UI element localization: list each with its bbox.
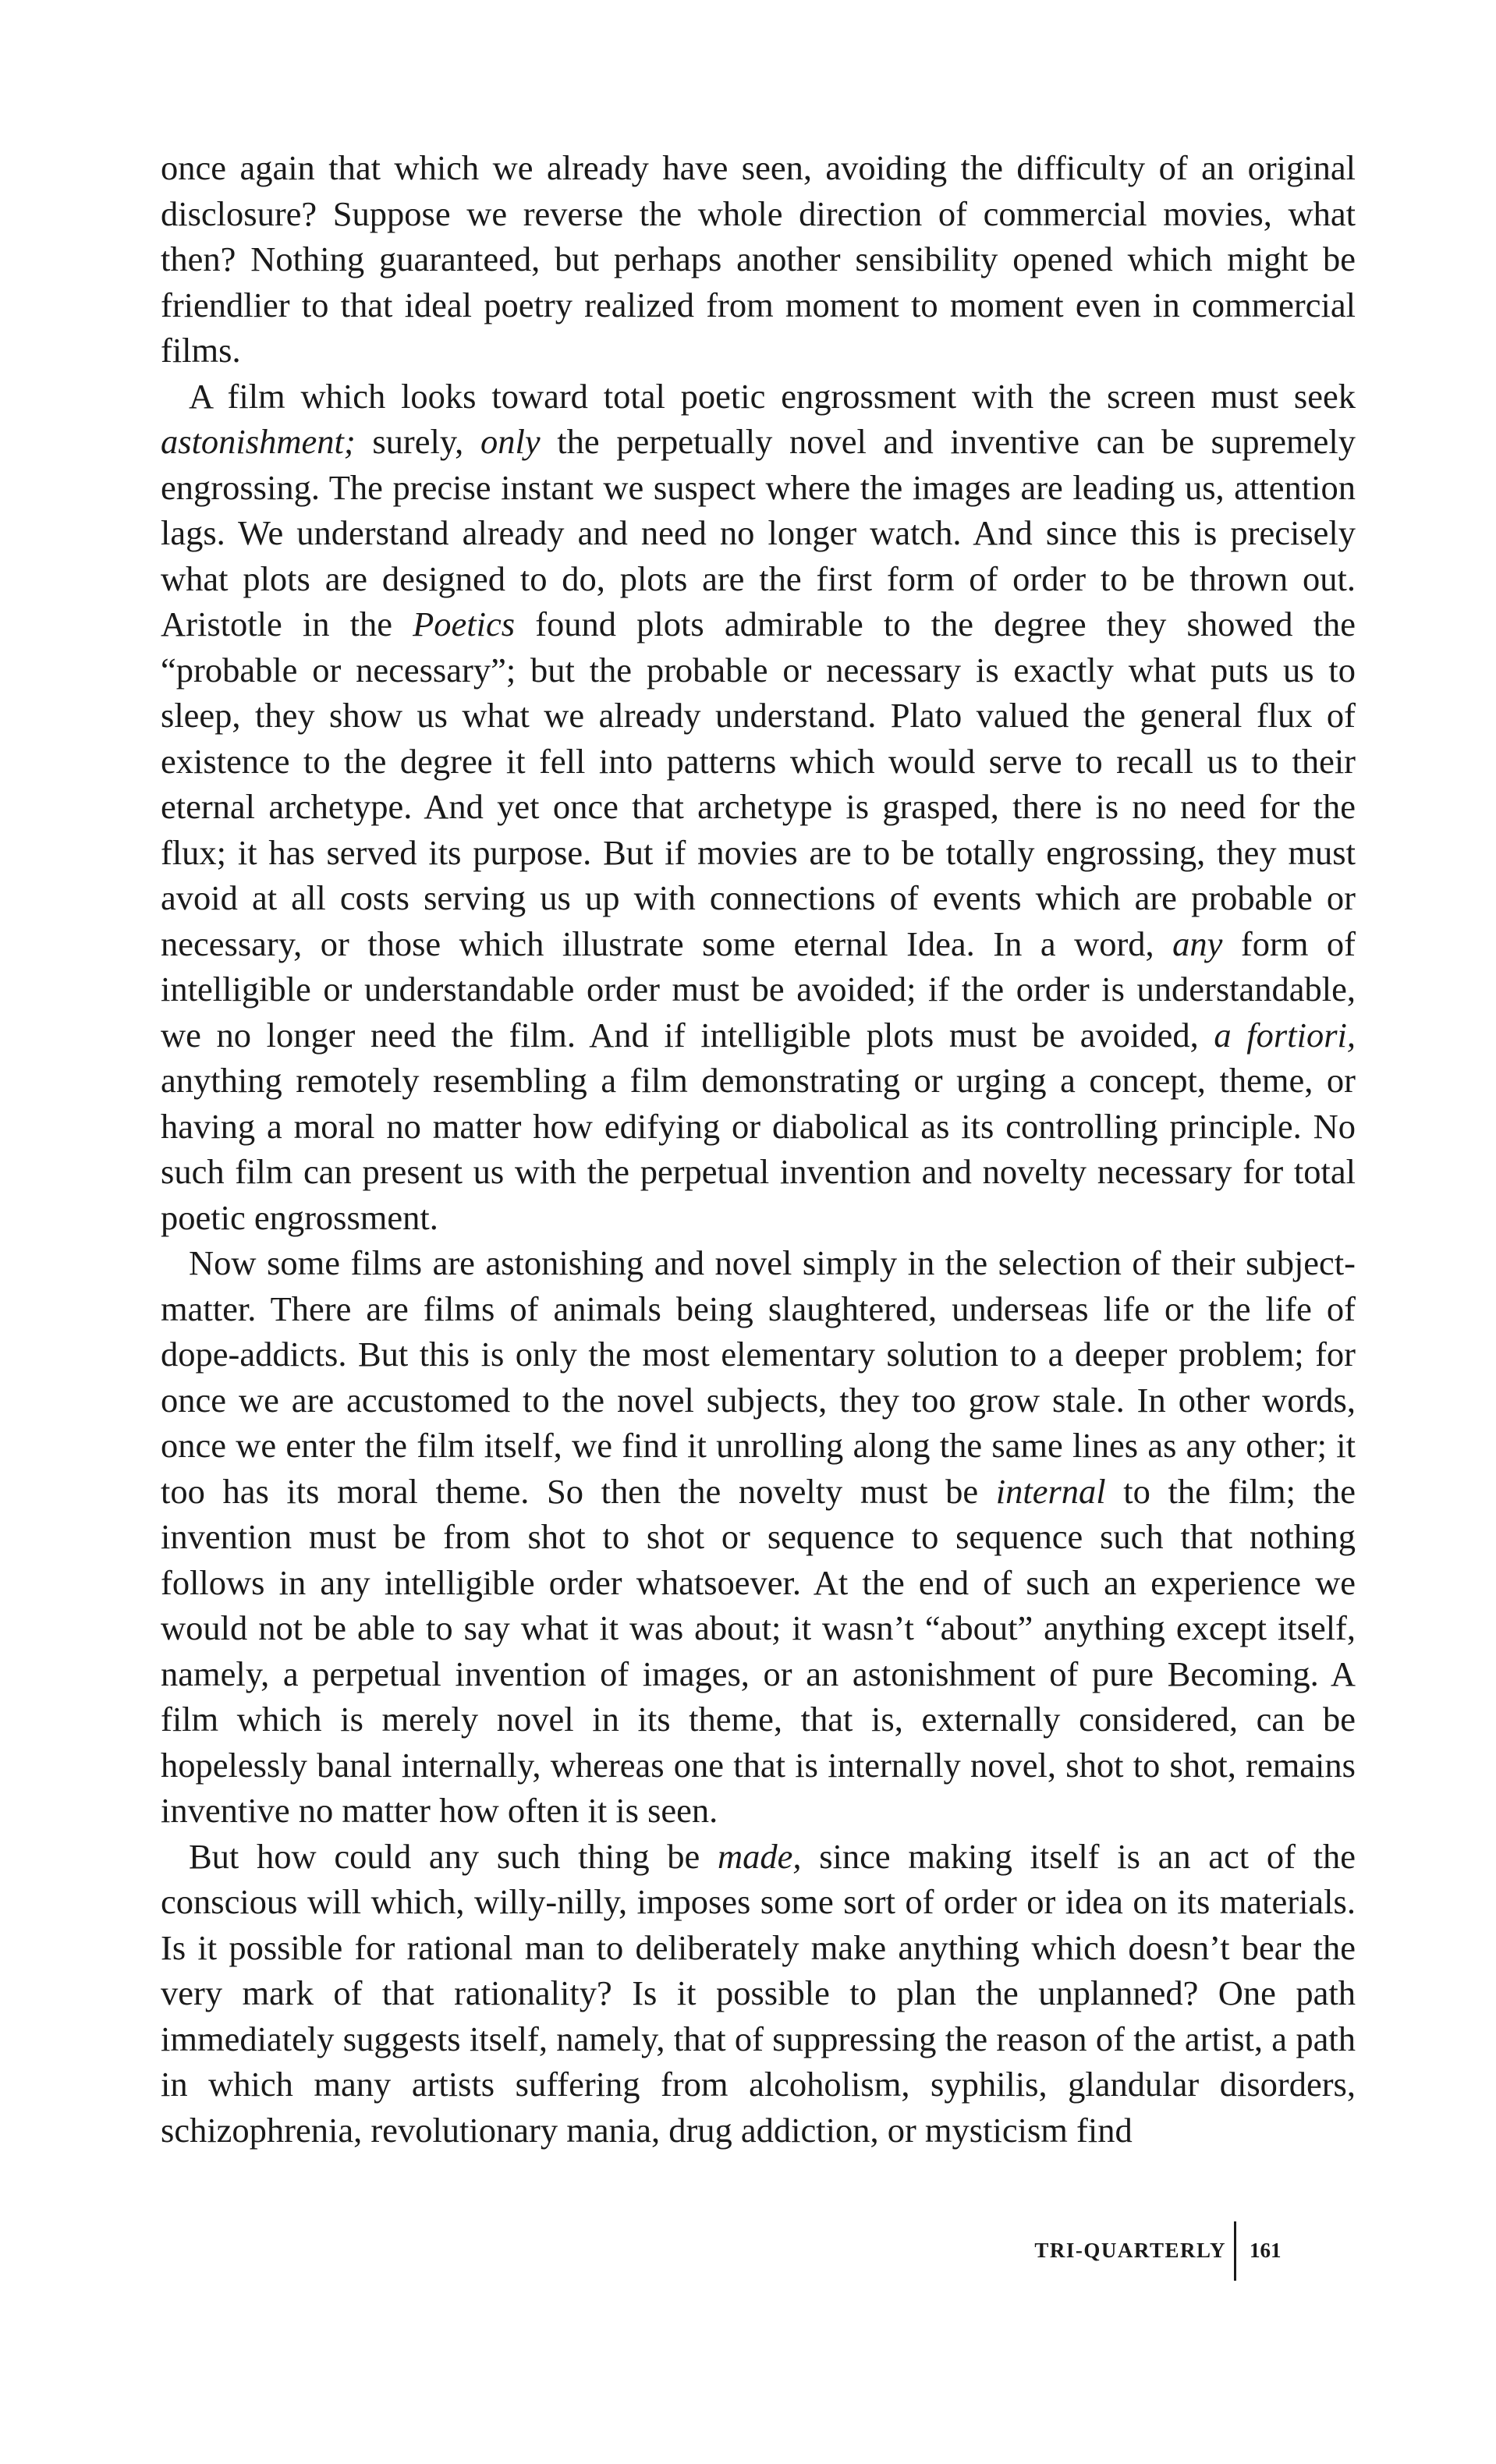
page-number: 161 <box>1250 2239 1282 2262</box>
italic-text: astonishment; <box>161 422 356 461</box>
text-run: But how could any such thing be <box>189 1836 718 1876</box>
paragraph <box>161 374 1356 1241</box>
paragraph <box>161 1240 1356 1834</box>
running-footer <box>1014 2221 1357 2281</box>
paragraph <box>161 1834 1356 2154</box>
body-text <box>161 145 1356 2153</box>
italic-text: made, <box>718 1836 802 1876</box>
text-run: A film which looks toward total poetic engrossment with the screen must seek <box>189 376 1356 416</box>
journal-title: TRI-QUARTERLY <box>1034 2239 1226 2262</box>
italic-text: any <box>1172 924 1223 963</box>
text-run: since making itself is an act of the conscious will which, willy-nilly, imposes some sort of order or idea on its materials. Is it possible for rational man to deliberately make anything which doesn’t bear the very mark of that rationality? Is it possible to plan the unplanned? One path immediately suggests itself, namely, that of suppressing the reason of the artist, a path in which many artists suffering from alcoholism, syphilis, glandular disorders, schizophrenia, revolutionary mania, drug addiction, or mysticism find <box>161 1836 1356 2150</box>
text-run: found plots admirable to the degree they showed the “probable or necessary”; but the probable or necessary is exactly what puts us to sleep, they show us what we already understand. Plato valued the general flux of existence to the degree it fell into patterns which would serve to recall us to their eternal archetype. And yet once that archetype is grasped, there is no need for the flux; it has served its purpose. But if movies are to be totally engrossing, they must avoid at all costs serving us up with connections of events which are probable or necessary, or those which illustrate some eternal Idea. In a word, <box>161 604 1356 963</box>
text-run: form of intelligible or understandable order must be avoided; if the order is understandable, we no longer need the film. And if intelligible plots must be avoided, <box>161 924 1356 1055</box>
text-run: to the film; the invention must be from shot to shot or sequence to sequence such that nothing follows in any intelligible order whatsoever. At the end of such an experience we would not be able to say what it was about; it wasn’t “about” anything except itself, namely, a perpetual invention of images, or an astonishment of pure Becoming. A film which is merely novel in its theme, that is, externally considered, can be hopelessly banal internally, whereas one that is internally novel, shot to shot, remains inventive no matter how often it is seen. <box>161 1471 1356 1830</box>
paragraph <box>161 145 1356 374</box>
text-run: the perpetually novel and inventive can be supremely engrossing. The precise instant we suspect where the images are leading us, attention lags. We understand already and need no longer watch. And since this is precisely what plots are designed to do, plots are the first form of order to be thrown out. Aristotle in the <box>161 422 1356 643</box>
text-run: anything remotely resembling a film demonstrating or urging a concept, theme, or having a moral no matter how edifying or diabolical as its controlling principle. No such film can present us with the perpetual invention and novelty necessary for total poetic engrossment. <box>161 1061 1356 1237</box>
italic-text: Poetics <box>413 604 516 643</box>
italic-text: only <box>480 422 541 461</box>
text-run: Now some films are astonishing and novel simply in the selection of their subject-matter. There are films of animals being slaughtered, underseas life or the life of dope-addicts. But this is only the most elementary solution to a deeper problem; for once we are accustomed to the novel subjects, they too grow stale. In other words, once we enter the film itself, we find it unrolling along the same lines as any other; it too has its moral theme. So then the novelty must be <box>161 1243 1356 1511</box>
text-run: once again that which we already have seen, avoiding the difficulty of an original disclosure? Suppose we reverse the whole direction of commercial movies, what then? Nothing guaranteed, but perhaps another sensibility opened which might be friendlier to that ideal poetry realized from moment to moment even in commercial films. <box>161 148 1356 370</box>
footer-divider <box>1234 2221 1236 2281</box>
italic-text: a fortiori, <box>1214 1015 1356 1055</box>
italic-text: internal <box>995 1471 1106 1511</box>
text-run: surely, <box>355 422 480 461</box>
